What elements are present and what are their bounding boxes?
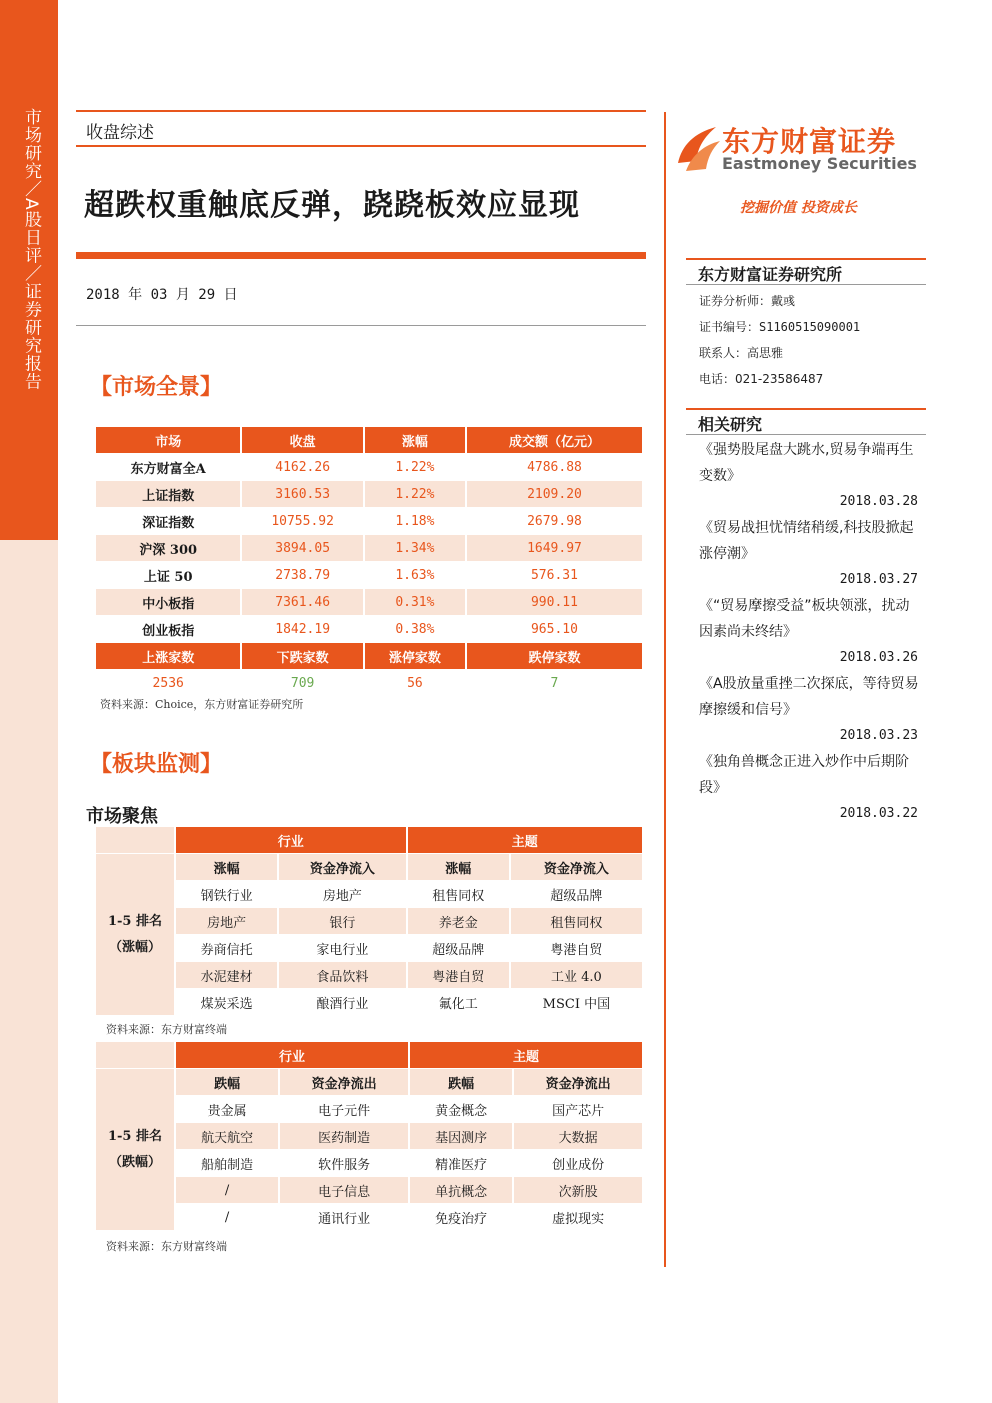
table-cell: 通讯行业	[280, 1204, 408, 1231]
close-value: 10755.92	[242, 508, 362, 535]
report-category: 收盘综述	[86, 123, 154, 143]
table-cell: /	[176, 1177, 278, 1204]
header-top-rule	[76, 110, 646, 112]
table-cell: 医药制造	[280, 1123, 408, 1150]
header-rule	[76, 145, 646, 147]
table-cell: 单抗概念	[410, 1177, 512, 1204]
column-header: 上涨家数	[96, 643, 240, 670]
turnover-value: 965.10	[467, 616, 642, 643]
table-row	[96, 589, 642, 616]
group-header-theme: 主题	[408, 827, 642, 854]
sector-up-table	[94, 827, 644, 1016]
table-cell: 氟化工	[408, 989, 509, 1016]
close-value: 1842.19	[242, 616, 362, 643]
table-cell: 家电行业	[279, 935, 405, 962]
blank-corner	[96, 827, 174, 854]
table-row	[96, 535, 642, 562]
blank-corner	[96, 1042, 174, 1069]
table-cell: 粤港自贸	[511, 935, 642, 962]
table-cell: 免疫治疗	[410, 1204, 512, 1231]
cert-info: 证书编号：S1160515090001	[699, 320, 861, 334]
table-cell: 精准医疗	[410, 1150, 512, 1177]
column-header: 市场	[96, 427, 240, 454]
table-cell: 钢铁行业	[176, 881, 277, 908]
table-cell: 煤炭采选	[176, 989, 277, 1016]
counts-row	[96, 670, 642, 697]
rank-label	[96, 1069, 174, 1231]
index-name: 沪深 300	[96, 535, 240, 562]
decliners-count: 709	[242, 670, 362, 697]
table-row	[96, 454, 642, 481]
limit-up-count: 56	[365, 670, 465, 697]
table-row	[96, 481, 642, 508]
table-cell: 超级品牌	[408, 935, 509, 962]
column-header: 成交额（亿元）	[467, 427, 642, 454]
change-value: 1.18%	[365, 508, 465, 535]
date-divider	[76, 325, 646, 326]
table-cell: 电子信息	[280, 1177, 408, 1204]
table-cell: 软件服务	[280, 1150, 408, 1177]
index-name: 创业板指	[96, 616, 240, 643]
column-header: 跌幅	[176, 1069, 278, 1096]
brand-name-en: Eastmoney Securities	[722, 154, 917, 173]
institute-rule	[686, 284, 926, 285]
turnover-value: 1649.97	[467, 535, 642, 562]
table-cell: 工业 4.0	[511, 962, 642, 989]
column-header: 涨幅	[176, 854, 277, 881]
related-report-date: 2018.03.26	[839, 650, 918, 665]
related-report-title[interactable]: 《“贸易摩擦受益”板块领涨，扰动因素尚未终结》	[699, 598, 910, 640]
sector-down-source: 资料来源：东方财富终端	[106, 1240, 227, 1253]
column-header-row	[96, 1069, 642, 1096]
market-table-header	[96, 427, 642, 454]
turnover-value: 2109.20	[467, 481, 642, 508]
turnover-value: 4786.88	[467, 454, 642, 481]
table-cell: 次新股	[514, 1177, 642, 1204]
table-row	[96, 562, 642, 589]
close-value: 4162.26	[242, 454, 362, 481]
table-cell: 券商信托	[176, 935, 277, 962]
table-row	[96, 1096, 642, 1123]
column-header: 资金净流出	[514, 1069, 642, 1096]
index-name: 深证指数	[96, 508, 240, 535]
table-row	[96, 1204, 642, 1231]
title-underline	[76, 252, 646, 259]
close-value: 2738.79	[242, 562, 362, 589]
table-cell: 基因测序	[410, 1123, 512, 1150]
table-cell: 虚拟现实	[514, 1204, 642, 1231]
table-row	[96, 616, 642, 643]
turnover-value: 2679.98	[467, 508, 642, 535]
table-cell: 大数据	[514, 1123, 642, 1150]
related-report-title[interactable]: 《强势股尾盘大跳水,贸易争端再生变数》	[699, 442, 914, 484]
table-cell: 租售同权	[511, 908, 642, 935]
group-header-industry: 行业	[176, 1042, 408, 1069]
group-header-row	[96, 1042, 642, 1069]
close-value: 3894.05	[242, 535, 362, 562]
table-cell: 航天航空	[176, 1123, 278, 1150]
rank-label-line1: 1-5 排名	[107, 1128, 162, 1144]
group-header-theme: 主题	[410, 1042, 642, 1069]
table-cell: 创业成份	[514, 1150, 642, 1177]
column-header: 涨停家数	[365, 643, 465, 670]
rank-label	[96, 854, 174, 1016]
table-row	[96, 1177, 642, 1204]
change-value: 1.22%	[365, 481, 465, 508]
limit-down-count: 7	[467, 670, 642, 697]
column-header: 收盘	[242, 427, 362, 454]
related-report-date: 2018.03.27	[839, 572, 918, 587]
index-name: 上证 50	[96, 562, 240, 589]
table-row	[96, 908, 642, 935]
column-header: 跌停家数	[467, 643, 642, 670]
table-cell: 水泥建材	[176, 962, 277, 989]
analyst-info: 证券分析师：戴彧	[699, 294, 796, 308]
column-header: 跌幅	[410, 1069, 512, 1096]
table-cell: 银行	[279, 908, 405, 935]
contact-info: 联系人：高思雅	[699, 346, 784, 360]
table-cell: 房地产	[176, 908, 277, 935]
index-name: 东方财富全A	[96, 454, 240, 481]
table-row	[96, 1150, 642, 1177]
table-cell: MSCI 中国	[511, 989, 642, 1016]
column-header: 下跌家数	[242, 643, 362, 670]
sector-subheading: 市场聚焦	[86, 806, 158, 827]
table-cell: 电子元件	[280, 1096, 408, 1123]
related-report-title[interactable]: 《A股放量重挫二次探底，等待贸易摩擦缓和信号》	[699, 676, 919, 718]
table-cell: 贵金属	[176, 1096, 278, 1123]
institute-name: 东方财富证券研究所	[698, 265, 843, 284]
table-cell: 养老金	[408, 908, 509, 935]
change-value: 0.38%	[365, 616, 465, 643]
sector-up-source: 资料来源：东方财富终端	[106, 1023, 227, 1036]
table-cell: 房地产	[279, 881, 405, 908]
brand-name-cn: 东方财富证券	[722, 125, 897, 158]
table-row	[96, 1123, 642, 1150]
table-cell: 船舶制造	[176, 1150, 278, 1177]
change-value: 1.34%	[365, 535, 465, 562]
table-row	[96, 508, 642, 535]
brand-slogan: 挖掘价值 投资成长	[740, 200, 857, 216]
column-header: 涨幅	[365, 427, 465, 454]
close-value: 3160.53	[242, 481, 362, 508]
table-cell: 酿酒行业	[279, 989, 405, 1016]
rank-label-line2: （跌幅）	[108, 1154, 161, 1170]
report-date: 2018 年 03 月 29 日	[86, 287, 238, 303]
table-cell: 租售同权	[408, 881, 509, 908]
table-row	[96, 989, 642, 1016]
market-section-heading: 【市场全景】	[90, 374, 223, 400]
turnover-value: 576.31	[467, 562, 642, 589]
page-title: 超跌权重触底反弹，跷跷板效应显现	[84, 188, 580, 223]
column-header: 涨幅	[408, 854, 509, 881]
rank-label-line1: 1-5 排名	[107, 913, 162, 929]
table-row	[96, 962, 642, 989]
table-row	[96, 881, 642, 908]
table-cell: /	[176, 1204, 278, 1231]
related-report-date: 2018.03.23	[839, 728, 918, 743]
table-cell: 食品饮料	[279, 962, 405, 989]
index-name: 上证指数	[96, 481, 240, 508]
market-source: 资料来源：Choice，东方财富证券研究所	[100, 698, 304, 711]
related-report-title[interactable]: 《独角兽概念正进入炒作中后期阶段》	[699, 754, 909, 796]
advancers-count: 2536	[96, 670, 240, 697]
phone-info: 电话：021-23586487	[699, 372, 824, 386]
table-cell: 粤港自贸	[408, 962, 509, 989]
column-header-row	[96, 854, 642, 881]
change-value: 1.22%	[365, 454, 465, 481]
close-value: 7361.46	[242, 589, 362, 616]
related-report-date: 2018.03.28	[839, 494, 918, 509]
sector-down-table	[94, 1042, 644, 1231]
column-header: 资金净流入	[279, 854, 405, 881]
table-cell: 超级品牌	[511, 881, 642, 908]
table-row	[96, 935, 642, 962]
counts-header-row	[96, 643, 642, 670]
index-name: 中小板指	[96, 589, 240, 616]
related-rule	[686, 434, 926, 435]
table-cell: 国产芯片	[514, 1096, 642, 1123]
rank-label-line2: （涨幅）	[108, 939, 161, 955]
related-report-title[interactable]: 《贸易战担忧情绪稍缓,科技股掀起涨停潮》	[699, 520, 914, 562]
column-header: 资金净流入	[511, 854, 642, 881]
related-report-date: 2018.03.22	[839, 806, 918, 821]
group-header-row	[96, 827, 642, 854]
column-divider	[664, 112, 666, 1267]
sidebar-label: 市场研究／A股日评／证券研究报告	[21, 108, 41, 391]
turnover-value: 990.11	[467, 589, 642, 616]
market-table	[94, 427, 644, 697]
change-value: 0.31%	[365, 589, 465, 616]
sector-section-heading: 【板块监测】	[90, 751, 223, 777]
institute-top-rule	[686, 258, 926, 260]
change-value: 1.63%	[365, 562, 465, 589]
column-header: 资金净流出	[280, 1069, 408, 1096]
group-header-industry: 行业	[176, 827, 406, 854]
related-top-rule	[686, 408, 926, 410]
related-heading: 相关研究	[698, 415, 763, 434]
table-cell: 黄金概念	[410, 1096, 512, 1123]
